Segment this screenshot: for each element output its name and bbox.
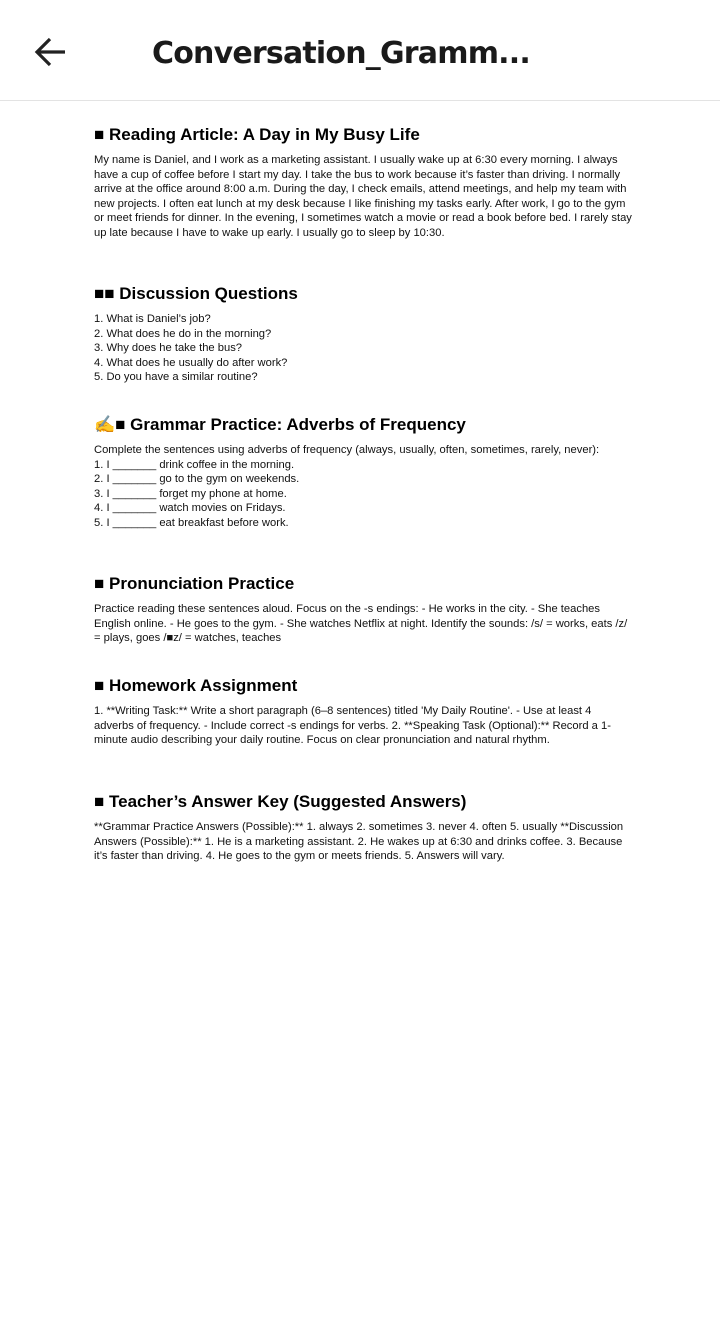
section-reading-article [94, 124, 634, 241]
grammar-practice-list [94, 443, 599, 531]
paragraph: My name is Daniel, and I work as a marketing assistant. I usually wake up at 6:30 every morning. I always have a cup of coffee before I start my day. I take the bus to work because it’s faster than driving. I normally arrive at the office around 8:00 a.m. During the day, I check emails, attend meetings, and help my team with new projects. I often eat lunch at my desk because I like finishing my tasks early. After work, I go to the gym or meet friends for dinner. In the evening, I sometimes watch a movie or read a book before bed. I rarely stay up late because I have to wake up early. I usually go to sleep by 10:30. [94, 154, 632, 239]
section-discussion-questions [94, 283, 298, 385]
app-bar [0, 0, 720, 101]
paragraph: Practice reading these sentences aloud. Focus on the -s endings: - He works in the city. - She teaches English online. - He goes to the gym. - She watches Netflix at night. Identify the sounds: /s/ = works, eats /z/ = plays, goes /■z/ = watches, teaches [94, 603, 628, 645]
section-title: ■ Pronunciation Practice [94, 574, 295, 593]
section-pronunciation-practice [94, 573, 634, 646]
list-item: 2. I _______ go to the gym on weekends. [94, 473, 300, 486]
document-title: Conversation_Gramm... [152, 36, 530, 71]
paragraph: **Grammar Practice Answers (Possible):** 1. always 2. sometimes 3. never 4. often 5. usually **Discussion Answers (Possible):** 1. He is a marketing assistant. 2. He wakes up at 6:30 and drinks coffee. 3. Because it’s faster than driving. 4. He goes to the gym or meets friends. 5. Answers will vary. [94, 821, 624, 863]
list-item: 4. What does he usually do after work? [94, 356, 288, 369]
instructions: Complete the sentences using adverbs of frequency (always, usually, often, sometimes, rarely, never): [94, 444, 600, 456]
arrow-left-icon [33, 34, 69, 75]
list-item: 3. Why does he take the bus? [94, 342, 243, 355]
discussion-questions-list [94, 312, 298, 385]
section-title: ■ Reading Article: A Day in My Busy Life [94, 125, 420, 144]
reading-article-text [94, 153, 634, 241]
list-item: 5. Do you have a similar routine? [94, 371, 258, 384]
answer-key-text [94, 820, 634, 864]
list-item: 5. I _______ eat breakfast before work. [94, 516, 289, 529]
section-title: ■ Teacher’s Answer Key (Suggested Answers) [94, 792, 467, 811]
section-answer-key [94, 791, 634, 864]
section-title: ✍■ Grammar Practice: Adverbs of Frequency [94, 415, 466, 434]
section-homework-assignment [94, 675, 634, 748]
paragraph: 1. **Writing Task:** Write a short paragraph (6–8 sentences) titled 'My Daily Routine'. - Use at least 4 adverbs of frequency. - Include correct -s endings for verbs. 2. **Speaking Task (Optional):** Record a 1-minute audio describing your daily routine. Focus on clear pronunciation and natural rhythm. [94, 705, 611, 747]
list-item: 1. I _______ drink coffee in the morning. [94, 458, 295, 471]
section-title: ■■ Discussion Questions [94, 284, 298, 303]
list-item: 2. What does he do in the morning? [94, 327, 272, 340]
homework-text [94, 704, 634, 748]
pronunciation-text [94, 602, 634, 646]
section-grammar-practice [94, 414, 599, 531]
list-item: 1. What is Daniel’s job? [94, 313, 211, 325]
section-title: ■ Homework Assignment [94, 676, 298, 695]
list-item: 3. I _______ forget my phone at home. [94, 487, 287, 500]
back-button[interactable] [26, 30, 76, 78]
list-item: 4. I _______ watch movies on Fridays. [94, 502, 286, 515]
